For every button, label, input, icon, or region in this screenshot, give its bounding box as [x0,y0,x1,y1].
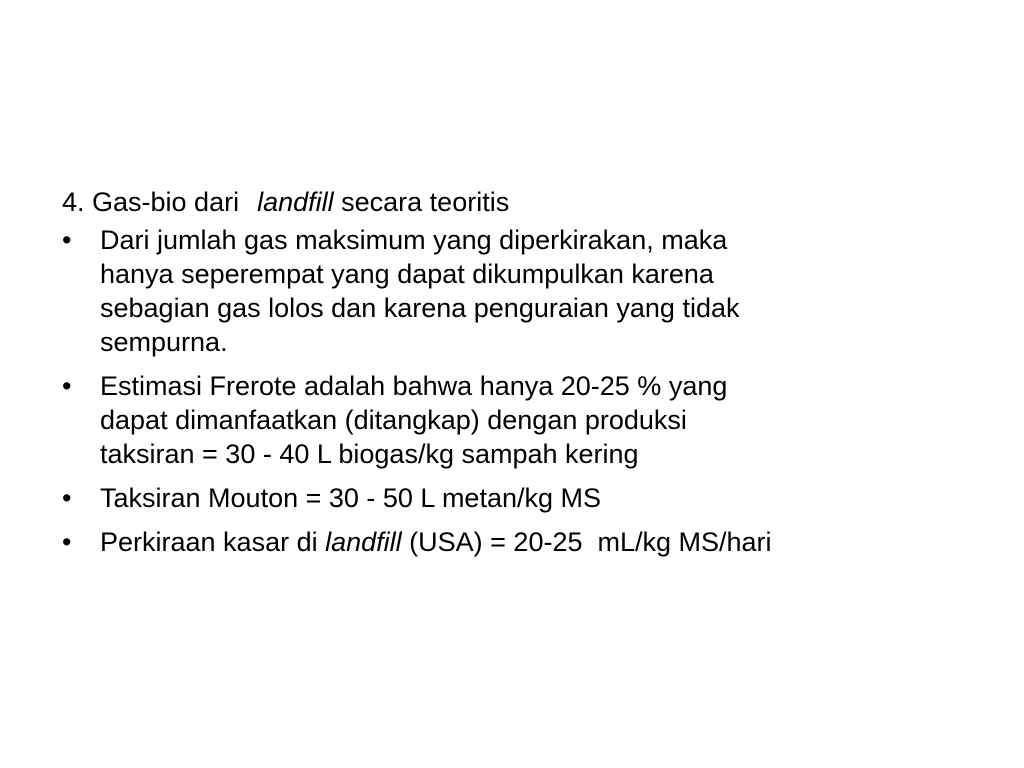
bullet-4-line-1 [100,525,982,559]
bullet-3-line-1: Taksiran Mouton = 30 - 50 L metan/kg MS [100,483,602,513]
slide-heading [62,185,982,219]
bullet-1-line-3: sebagian gas lolos dan karena penguraian yang tidak [100,293,740,323]
bullet-2-line-2: dapat dimanfaatkan (ditangkap) dengan produksi [100,405,687,435]
bullet-marker: • [62,225,72,255]
bullet-1-line-1: Dari jumlah gas maksimum yang diperkirakan, maka [100,225,728,255]
heading-prefix: 4. Gas-bio dari [62,187,240,217]
bullet-item-4 [62,525,982,559]
bullet-marker: • [62,371,72,401]
bullet-4-suffix: (USA) = 20-25 mL/kg MS/hari [401,527,772,557]
bullet-1-line-2: hanya seperempat yang dapat dikumpulkan karena [100,259,714,289]
bullet-item-1 [62,223,982,359]
bullet-item-3 [62,481,982,515]
bullet-2-line-3: taksiran = 30 - 40 L biogas/kg sampah kering [100,439,639,469]
bullet-2-line-1: Estimasi Frerote adalah bahwa hanya 20-25 % yang [100,371,728,401]
heading-suffix: secara teoritis [333,187,510,217]
bullet-marker: • [62,483,72,513]
heading-emphasis: landfill [257,187,334,217]
bullet-1-line-4: sempurna. [100,327,228,357]
slide-content [62,185,982,569]
bullet-4-prefix: Perkiraan kasar di [100,527,326,557]
bullet-marker: • [62,527,72,557]
bullet-4-emphasis: landfill [325,527,402,557]
bullet-item-2 [62,369,982,471]
bullet-list [62,223,982,559]
